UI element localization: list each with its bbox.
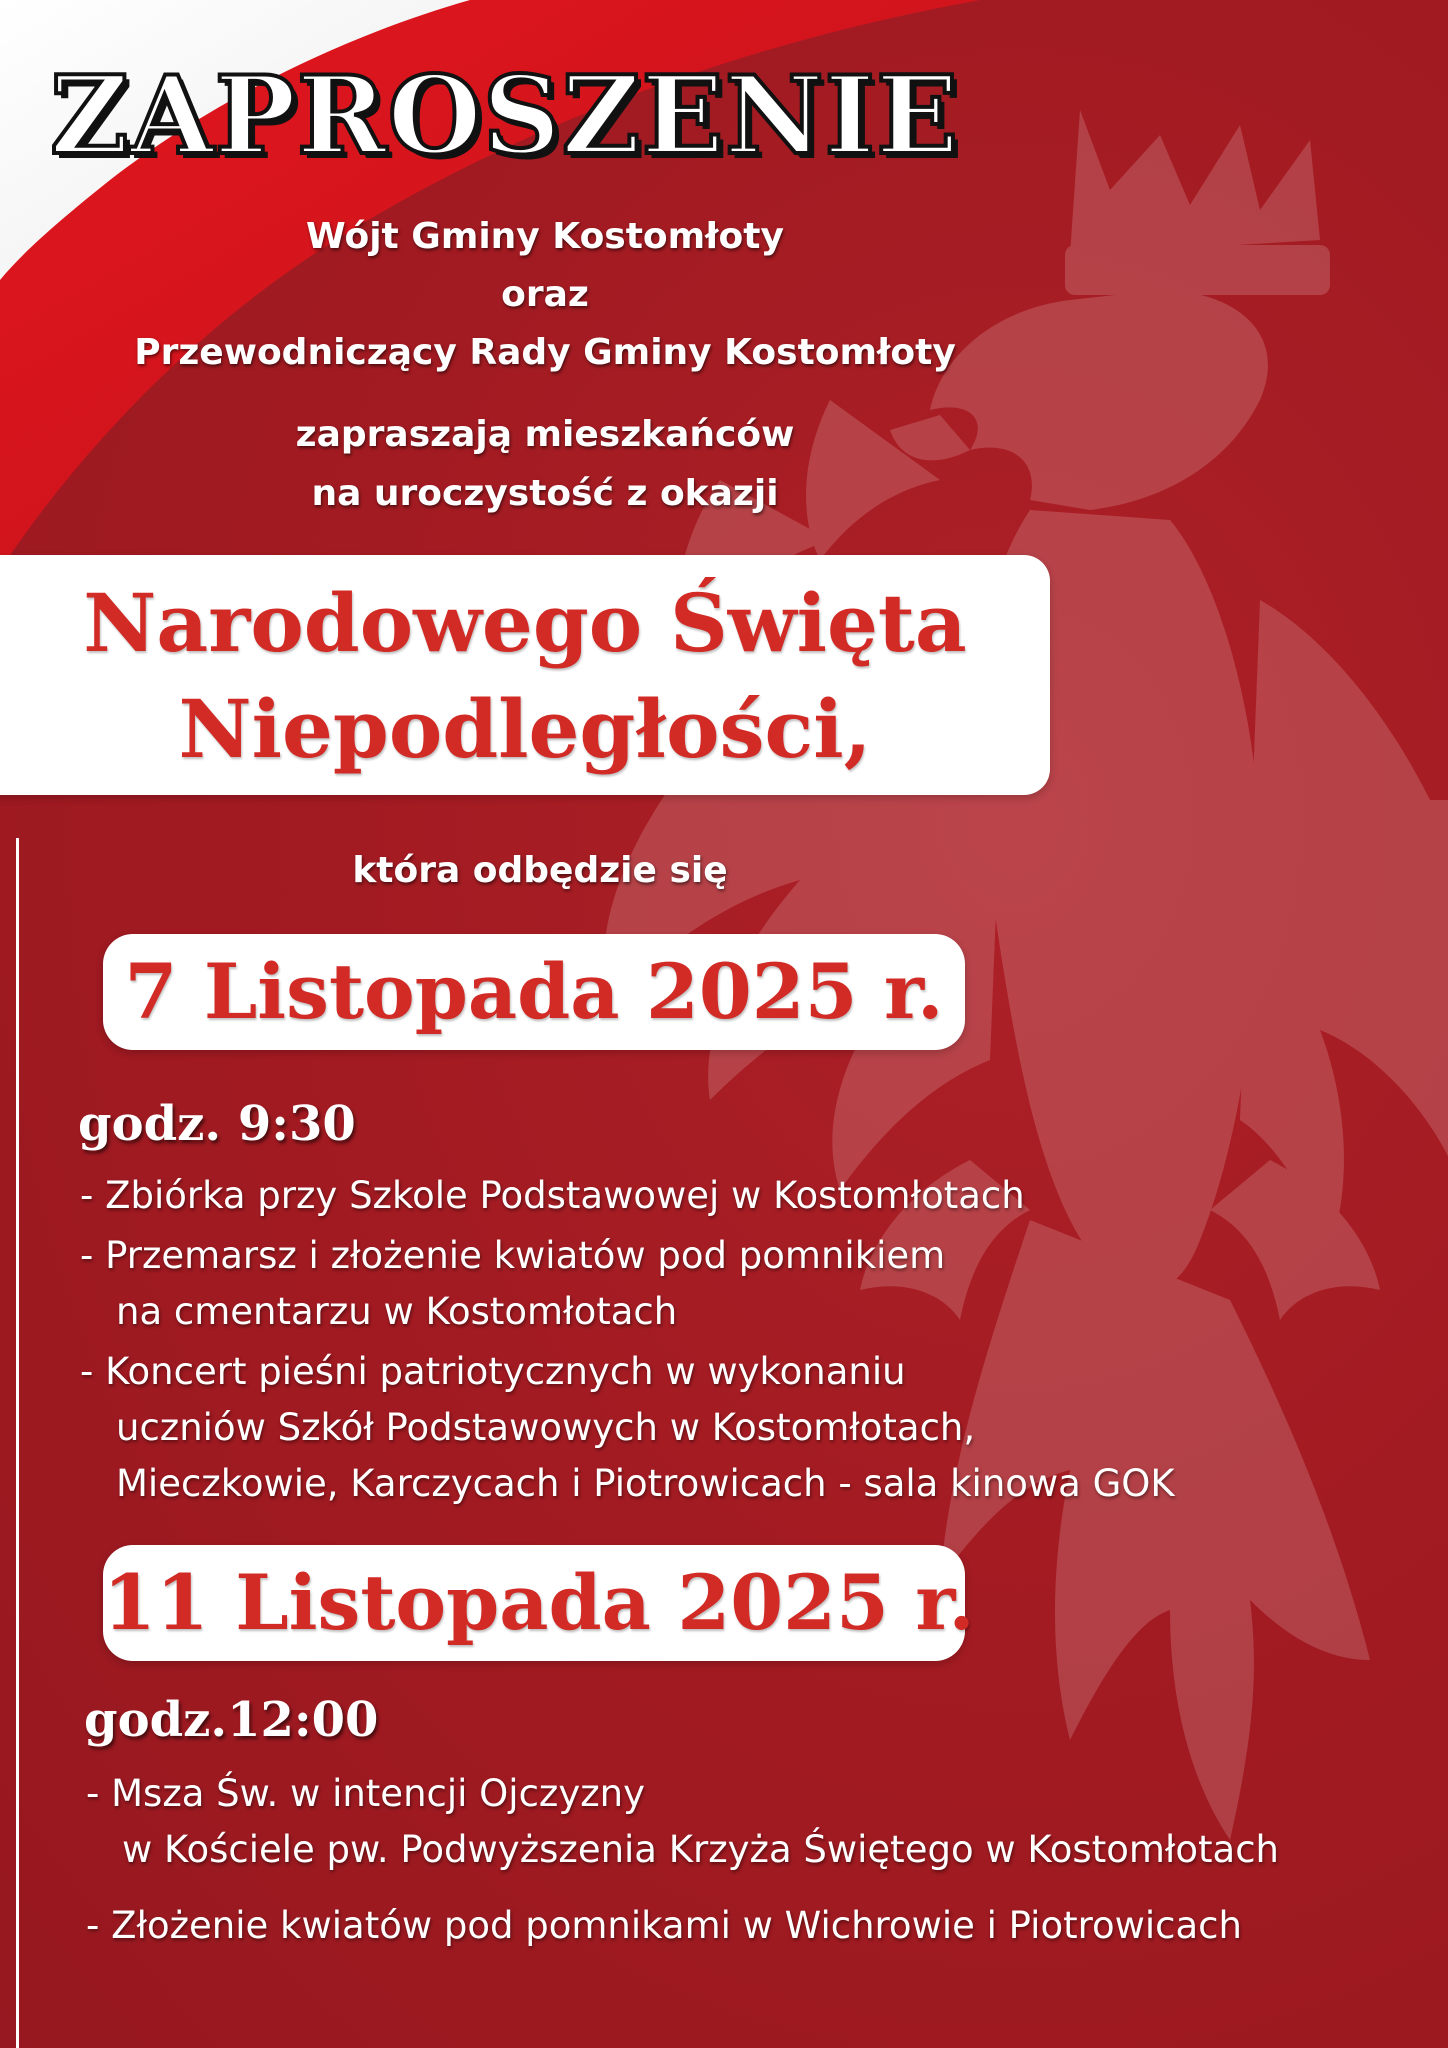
- event-2-item-1-line-2: w Kościele pw. Podwyższenia Krzyża Świętego w Kostomłotach: [122, 1828, 1280, 1871]
- organizer-line-2: oraz: [501, 274, 589, 315]
- organizer-line-1: Wójt Gminy Kostomłoty: [306, 216, 784, 257]
- holiday-name-line-1: Narodowego Święta: [83, 576, 967, 670]
- event-time-1: godz. 9:30: [78, 1096, 356, 1152]
- left-border-line: [16, 838, 19, 2048]
- event-2-item-2-line-1: - Złożenie kwiatów pod pomnikami w Wichrowie i Piotrowicach: [86, 1904, 1242, 1947]
- holiday-name-line-2: Niepodległości,: [178, 682, 872, 776]
- event-2-item-1-line-1: - Msza Św. w intencji Ojczyzny: [86, 1772, 646, 1815]
- event-1-item-3-line-2: uczniów Szkół Podstawowych w Kostomłotach,: [116, 1406, 976, 1449]
- organizer-line-3: Przewodniczący Rady Gminy Kostomłoty: [134, 332, 956, 373]
- event-1-item-2-line-1: - Przemarsz i złożenie kwiatów pod pomnikiem: [80, 1234, 946, 1277]
- invite-line-2: na uroczystość z okazji: [311, 473, 779, 514]
- event-2-item-2: [86, 1898, 1242, 1954]
- event-2-item-1: [86, 1766, 1279, 1878]
- event-1-item-1: [80, 1168, 1025, 1224]
- intro-text: która odbędzie się: [352, 850, 728, 891]
- event-1-item-3-line-1: - Koncert pieśni patriotycznych w wykonaniu: [80, 1350, 906, 1393]
- invite-line-1: zapraszają mieszkańców: [295, 414, 795, 455]
- invitation-title: ZAPROSZENIE: [50, 53, 960, 179]
- event-time-2: godz.12:00: [84, 1692, 379, 1748]
- event-date-1: 7 Listopada 2025 r.: [124, 947, 944, 1036]
- event-1-item-3: [80, 1344, 1175, 1512]
- event-1-item-3-line-3: Mieczkowie, Karczycach i Piotrowicach - sala kinowa GOK: [116, 1462, 1175, 1505]
- event-1-item-1-line-1: - Zbiórka przy Szkole Podstawowej w Kostomłotach: [80, 1174, 1025, 1217]
- event-1-item-2: [80, 1228, 945, 1340]
- holiday-name: [0, 570, 1050, 782]
- event-1-item-2-line-2: na cmentarzu w Kostomłotach: [116, 1290, 678, 1333]
- event-date-2: 11 Listopada 2025 r.: [103, 1558, 975, 1647]
